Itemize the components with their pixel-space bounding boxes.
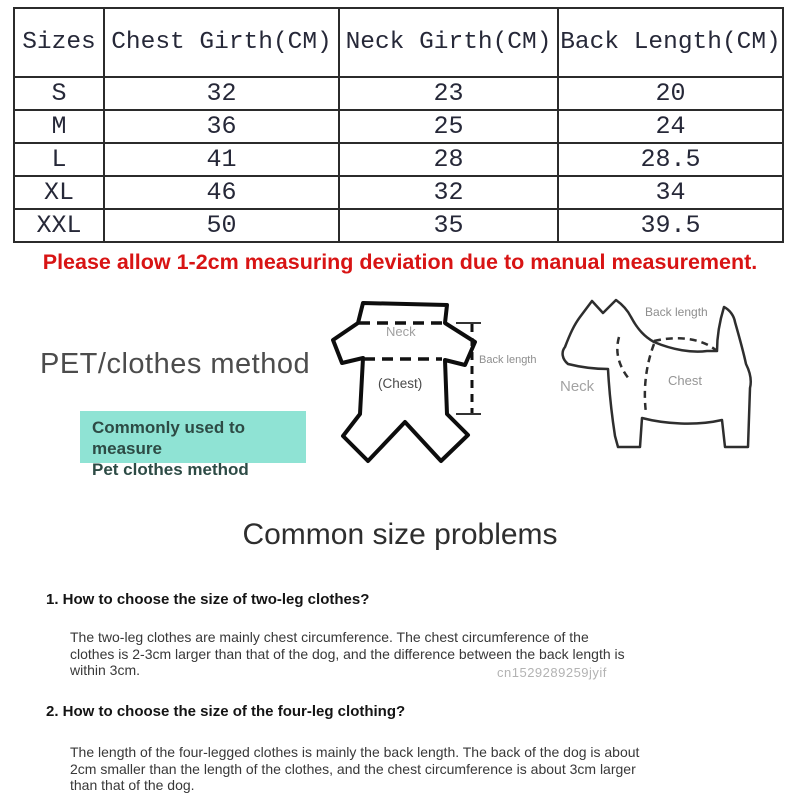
- table-header-row: [14, 8, 783, 77]
- measure-highlight: [80, 411, 306, 479]
- measure-section-title: PET/clothes method: [40, 348, 311, 380]
- table-row: [14, 209, 783, 242]
- measure-highlight-line2: Pet clothes method: [92, 460, 249, 479]
- table-cell-back: 28.5: [558, 143, 783, 176]
- garment-diagram: [328, 293, 543, 473]
- dog-backlength-label: Back length: [645, 305, 708, 319]
- table-cell-back: 39.5: [558, 209, 783, 242]
- column-header-back: Back Length(CM): [558, 8, 783, 77]
- faq-question-2: 2. How to choose the size of the four-leg clothing?: [46, 703, 406, 720]
- column-header-sizes: Sizes: [14, 8, 104, 77]
- seller-watermark: cn1529289259jyif: [497, 665, 607, 680]
- garment-backlength-label: Back length: [479, 354, 537, 366]
- table-cell-size: XL: [14, 176, 104, 209]
- garment-chest-label: (Chest): [378, 376, 423, 391]
- table-cell-chest: 41: [104, 143, 339, 176]
- size-chart-table: [13, 7, 784, 243]
- column-header-chest: Chest Girth(CM): [104, 8, 339, 77]
- faq-answer-1-line1: The two-leg clothes are mainly chest circumference. The chest circumference of the: [70, 629, 589, 645]
- table-row: [14, 143, 783, 176]
- table-row: [14, 77, 783, 110]
- deviation-notice: Please allow 1-2cm measuring deviation due to manual measurement.: [42, 250, 758, 274]
- table-cell-chest: 32: [104, 77, 339, 110]
- table-cell-back: 24: [558, 110, 783, 143]
- faq-answer-2-line3: than that of the dog.: [70, 777, 195, 793]
- dog-neck-label: Neck: [560, 378, 595, 395]
- table-cell-size: S: [14, 77, 104, 110]
- table-cell-back: 34: [558, 176, 783, 209]
- table-cell-chest: 46: [104, 176, 339, 209]
- dog-chest-label: Chest: [668, 373, 702, 388]
- dog-diagram: [540, 288, 800, 488]
- dog-outline: [563, 300, 751, 447]
- column-header-neck: Neck Girth(CM): [339, 8, 558, 77]
- faq-question-1: 1. How to choose the size of two-leg clothes?: [46, 591, 370, 608]
- faq-answer-2-line2: 2cm smaller than the length of the clothes, and the chest circumference is about 3cm larger: [70, 760, 636, 777]
- table-cell-neck: 32: [339, 176, 558, 209]
- table-cell-size: XXL: [14, 209, 104, 242]
- table-cell-neck: 28: [339, 143, 558, 176]
- table-cell-size: L: [14, 143, 104, 176]
- table-cell-neck: 25: [339, 110, 558, 143]
- table-cell-chest: 50: [104, 209, 339, 242]
- table-row: [14, 176, 783, 209]
- faq-answer-2-line1: The length of the four-legged clothes is mainly the back length. The back of the dog is about: [70, 744, 640, 760]
- table-cell-neck: 35: [339, 209, 558, 242]
- measure-highlight-line1: Commonly used to measure: [92, 418, 246, 458]
- table-cell-neck: 23: [339, 77, 558, 110]
- table-row: [14, 110, 783, 143]
- faq-answer-2: [70, 744, 639, 794]
- faq-answer-1-line3: within 3cm.: [70, 662, 141, 678]
- table-cell-back: 20: [558, 77, 783, 110]
- faq-answer-1-line2: clothes is 2-3cm larger than that of the dog, and the difference between the back length is: [70, 645, 625, 662]
- faq-heading: Common size problems: [242, 518, 558, 551]
- garment-neck-label: Neck: [386, 324, 416, 339]
- table-cell-size: M: [14, 110, 104, 143]
- table-cell-chest: 36: [104, 110, 339, 143]
